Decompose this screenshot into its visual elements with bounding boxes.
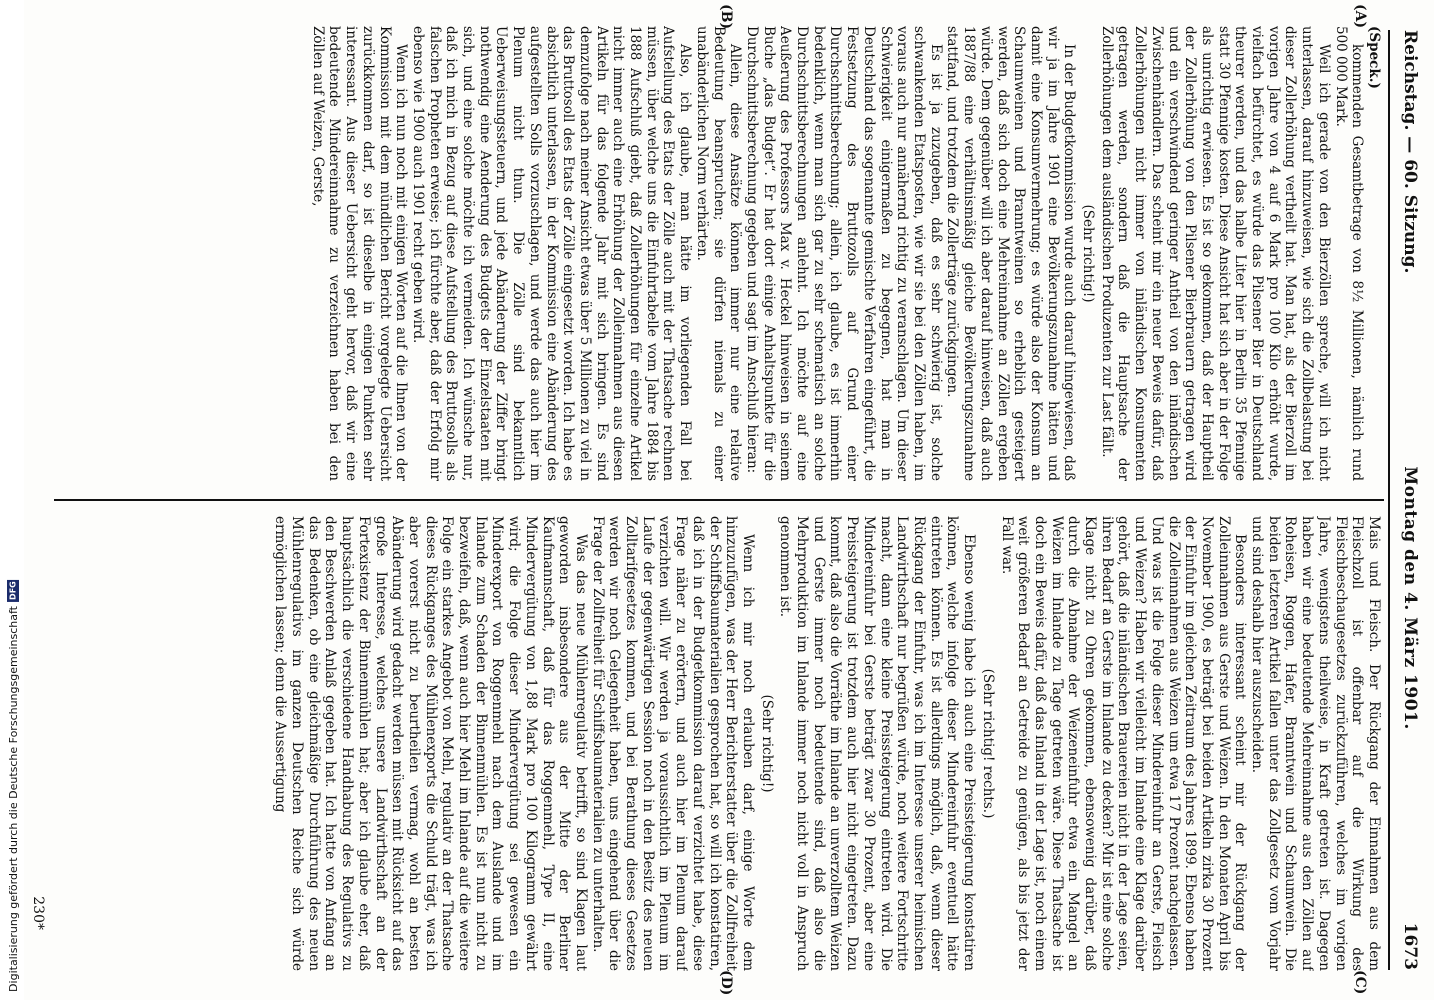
column-divider [54,499,1384,501]
left-text-column [52,26,1382,481]
paragraph: Mais und Fleisch. Der Rückgang der Einnahmen aus dem Fleischzoll ist offenbar auf die Wirkung des Fleischbeschaugesetzes zurückzuführen, welches im vorigen Jahre, wenigstens theilweise, in Kraft getreten ist. Dagegen haben wir eine bedeutende Mehreinnahme aus den Zöllen auf Roheisen, Roggen, Hafer, Branntwein und Schaumwein. Die beiden letzteren Artikel fallen unter das Zollgesetz vom Vorjahr und sind deshalb hier auszuscheiden. [1249,516,1382,971]
stamp-label: Digitalisierung gefördert durch die Deutsche Forschungsgemeinschaft [6,606,20,992]
header-left-title: Reichstag. — 60. Sitzung. [1400,30,1420,274]
margin-marker-b: (B) [718,4,734,30]
speaker-name: (Speck.) [1366,26,1382,89]
header-rule [1388,30,1390,970]
page-header [1396,30,1424,970]
page-number: 1673 [1400,922,1420,970]
header-date: Montag den 4. März 1901. [1400,466,1420,730]
paragraph: Weil ich gerade von den Bierzöllen spreche, will ich nicht unterlassen, darauf hinzuweisen, wie sich die Zollbelastung bei dieser Zollerhöhung vertheilt hat. Man hat, als der Bierzoll im vorigen Jahre von 4 auf 6 Mark pro 100 Kilo erhöht wurde, vielfach befürchtet, es würde das Pilsener Bier in Deutschland theurer werden, und das halbe Liter hier in Berlin 35 Pfennige statt 30 Pfennige kosten. Diese Ansicht hat sich aber in der Folge als unrichtig erwiesen. Es ist so gekommen, daß der Hauptheil der Zollerhöhung von den Pilsener Bierbrauern getragen wird und ein verschwindend geringer Antheil von den inländischen Zwischenhändlern. Das scheint mir ein neuer Beweis dafür, daß Zollerhöhungen nicht immer von inländischen Konsumenten getragen werden, sondern daß die Hauptsache der Zollerhöhungen dem ausländischen Produzenten zur Last fällt. [1098,26,1332,481]
margin-marker-c: (C) [1352,970,1368,995]
paragraph: Wenn ich nun noch mit einigen Worten auf die Ihnen von der Kommission mit dem mündlichen Bericht vorgelegte Uebersicht zurückkommen darf, so ist dieselbe in einigen Punkten sehr interessant. Aus dieser Uebersicht geht hervor, daß wir eine bedeutende Mindereinnahme zu verzeichnen haben bei den Zöllen auf Weizen, Gerste, [309,26,410,481]
paragraph: Ebenso wenig habe ich auch eine Preissteigerung konstatiren können, welche infolge dieser Mindereinfuhr eventuell hätte eintreten können. Es ist allerdings möglich, daß, wenn dieser Rückgang der Einfuhr, was ich im Interesse unserer heimischen Landwirthschaft nur begrüßen würde, noch weitere Fortschritte macht, dann eine kleine Preissteigerung eintreten wird. Die Mindereinfuhr bei Gerste beträgt zwar 30 Prozent, aber eine Preissteigerung ist trotzdem auch hier nicht eingetreten. Dazu kommt, daß also die Vorräthe im Inlande an unverzolltem Weizen und Gerste immer noch bedeutende sind, daß also die Mehrproduktion im Inlande immer noch nicht voll in Anspruch genommen ist. [777,516,978,971]
interjection: (Sehr richtig!) [1080,204,1097,303]
paragraph: Allein, diese Ansätze können immer nur eine relative Bedeutung beanspruchen; sie dürfen niemals zu einer unabänderlichen Norm verhärten. [693,26,744,481]
right-text-column [52,516,1382,971]
dfg-logo-icon: DFG [8,581,17,601]
paragraph: Also, ich glaube, man hätte im vorliegenden Fall bei Aufstellung des Etats der Zölle auch mit der Thatsache rechnen müssen, über welche uns die Einfuhrtabelle vom Jahre 1884 bis 1888 Aufschluß giebt, daß Zollerhöhungen für einzelne Artikel nicht immer auch eine Erhöhung der Zolleinnahmen aus diesen Artikeln für das folgende Jahr mit sich bringen. Es sind demzufolge nach meiner Ansicht etwas über 5 Millionen zu viel in das Bruttosoll des Etats der Zölle eingesetzt worden. Ich habe es absichtlich unterlassen, in der Kommission eine Abänderung des aufgestellten Solls vorzuschlagen, und werde das auch hier im Plenum nicht thun. Die Zölle sind bekanntlich Ueberweisungssteuern, und jede Abänderung der Ziffer bringt nothwendig eine Aenderung des Budgets der Einzelstaaten mit sich, und eine solche möchte ich vermeiden. Ich wünsche nur, daß ich mich in Bezug auf diese Aufstellung des Bruttosolls als falschen Propheten erweise; ich fürchte aber, daß der Erfolg mir ebenso wie 1900 auch 1901 recht geben wird. [409,26,694,481]
paragraph: kommenden Gesamtbetrage von 8½ Millionen, nämlich rund 500 000 Mark. [1332,26,1366,481]
paragraph: Wenn ich mir noch erlauben darf, einige Worte dem hinzuzufügen, was der Herr Berichterstatter über die Zollfreiheit der Schiffsbaumaterialien gesprochen hat, so will ich konstatiren, daß ich in der Budgetkommission darauf verzichtet habe, diese Frage näher zu erörtern, und auch hier im Plenum darauf verzichten will. Wir werden ja voraussichtlich im Plenum im Laufe der gegenwärtigen Session noch in den Besitz des neuen Zolltarifgesetzes kommen, und bei Berathung dieses Gesetzes werden wir noch Gelegenheit haben, uns eingehend über die Frage der Zollfreiheit für Schiffsbaumaterialien zu unterhalten. [589,516,756,971]
margin-marker-a: (A) [1352,4,1368,29]
paragraph: Es ist ja zuzugeben, daß es sehr schwierig ist, solche schwankenden Etatsposten, wie wir sie bei den Zöllen haben, im voraus auch nur annähernd richtig zu veranschlagen. Um dieser Schwierigkeit einigermaßen zu begegnen, hat man in Deutschland das sogenannte gemischte Verfahren eingeführt, die Festsetzung des Bruttozolls auf Grund einer Durchschnittsberechnung; allein, ich glaube, es ist immerhin bedenklich, wenn man sich gar zu sehr schematisch an solche Durchschnittsberechnungen anlehnt. Ich möchte auf eine Aeußerung des Professors Max v. Heckel hinweisen in seinem Buche „das Budget“. Er hat dort einige Anhaltspunkte für die Durchschnittsberechnung gegeben und sagt im Anschluß hieran: [743,26,944,481]
sheet-signature: 230* [30,896,46,930]
scanned-page [24,0,1434,1000]
paragraph: Besonders interessant scheint mir der Rückgang der Zolleinnahmen aus Gerste und Weizen. In den Monaten April bis November 1900, es beträgt bei beiden Artikeln zirka 30 Prozent der Einfuhr im gleichen Zeitraum des Jahres 1899. Ebenso haben die Zolleinnahmen aus Weizen um etwa 17 Prozent nachgelassen. Und was ist die Folge dieser Mindereinfuhr an Gerste, Fleisch und Weizen? Haben wir vielleicht im Inlande eine Klage darüber gehört, daß die inländischen Brauereien nicht in der Lage seien, ihren Bedarf an Gerste im Inlande zu decken? Mir ist eine solche Klage nicht zu Ohren gekommen, ebensowenig darüber, daß durch die Abnahme der Weizeneinfuhr etwa ein Mangel an Weizen im Inlande zu Tage getreten wäre. Diese Thatsache ist doch ein Beweis dafür, daß das Inland in der Lage ist, noch einem weit größeren Bedarf an Getreide zu genügen, als bis jetzt der Fall war. [998,516,1249,971]
digitization-credit-text [7,580,20,992]
digitization-credit-stamp [2,0,24,1000]
paragraph: Was das neue Mühlenregulativ betrifft, so sind Klagen laut geworden insbesondere aus der Mitte der Berliner Kaufmannschaft, daß für das Roggenmehl, Type II, eine Mindervergütung von 1,88 Mark pro 100 Kilogramm gewährt wird; die Folge dieser Mindervergütung sei gewesen ein Minderexport von Roggenmehl nach dem Auslande und im Inlande zum Schaden der Binnenmühlen. Es ist nun nicht zu bezweifeln, daß, wenn auch hier Mehl im Inlande auf die weitere Folge ein starkes Angebot von Mehl, regulativ an der Thatsache dieses Rückganges des Mühlenexports die Schuld trägt, was ich aber vorerst nicht zu beurtheilen vermag, wohl an besten Abänderung wird gedacht werden müssen mit Rücksicht auf das große Interesse, welches unsere Landwirthschaft an der Fortexistenz der Binnenmühlen hat; aber ich glaube eher, daß hauptsächlich die verschiedene Handhabung des Regulativs zu den Beschwerden Anlaß gegeben hat. Ich hatte von Anfang an das Bedenken, ob eine gleichmäßige Durchführung des neuen Mühlenregulativs im ganzen Deutschen Reiche sich würde ermöglichen lassen; denn die Aussertigung [272,516,589,971]
interjection: (Sehr richtig! rechts.) [979,668,996,819]
paragraph: In der Budgetkommission wurde auch darauf hingewiesen, daß wir ja im Jahre 1901 eine Bevölkerungszunahme hätten und damit eine Konsumvermehrung; es würde also der Konsum an Schaumweinen und Branntweinen so erheblich gesteigert werden, daß sich doch eine Mehreinnahme an Zöllen ergeben würde. Dem gegenüber will ich aber darauf hinweisen, daß auch 1887/88 eine verhältnismäßig gleiche Bevölkerungszunahme stattfand, und trotzdem die Zollerträge zurückgingen. [944,26,1078,481]
interjection: (Sehr richtig!) [758,694,775,793]
margin-marker-d: (D) [718,970,734,996]
